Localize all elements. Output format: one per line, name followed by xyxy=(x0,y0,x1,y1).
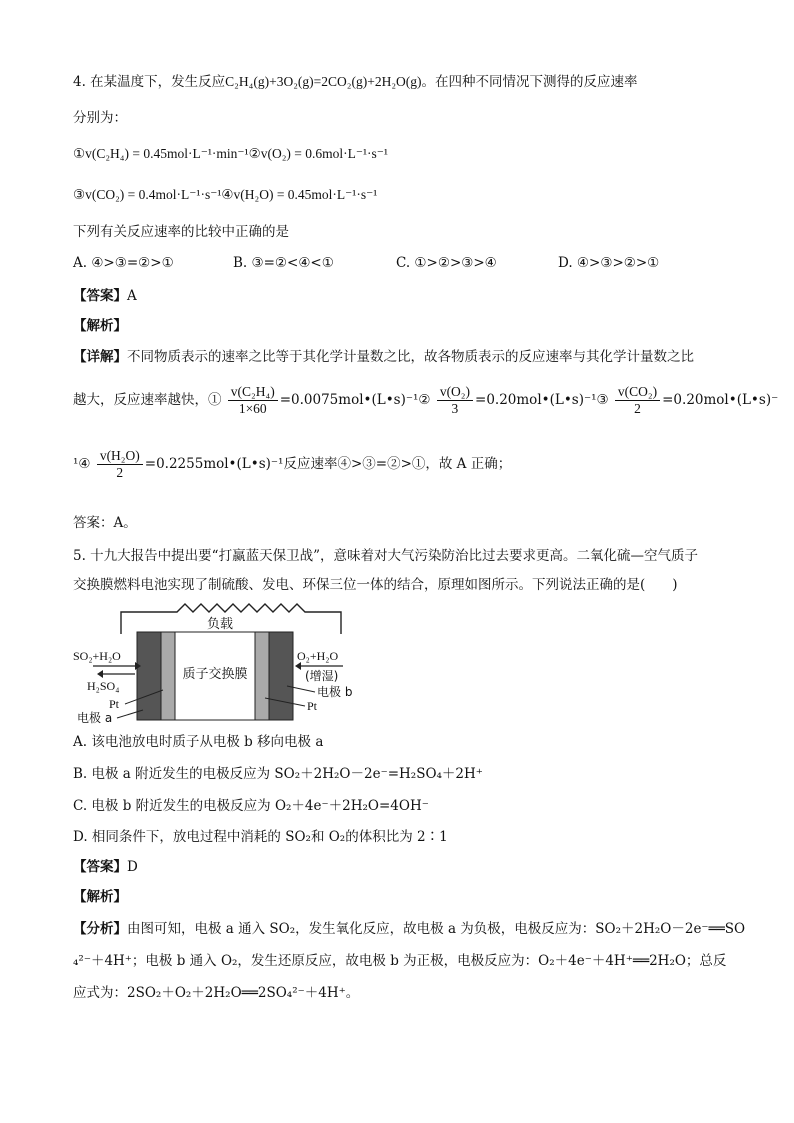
q4-intro-c: 分别为： xyxy=(73,110,127,126)
q4-equation: C₂H₄(g)+3O₂(g)=2CO₂(g)+2H₂O(g) xyxy=(225,74,422,89)
left-input-label: SO₂+H₂O xyxy=(73,649,121,663)
fuel-cell-diagram xyxy=(73,600,373,730)
electrode-a-block xyxy=(137,632,161,720)
q4-f2-den: 3 xyxy=(451,401,459,416)
right-input-label: O₂+H₂O xyxy=(297,649,339,663)
q4-f1-num: v(C₂H₄) xyxy=(228,384,278,401)
q4-answer-line xyxy=(73,286,137,306)
q5-option-a: A. 该电池放电时质子从电极 b 移向电极 a xyxy=(73,734,324,750)
q4-rates-line-1 xyxy=(73,144,388,164)
q4-f4-den: 2 xyxy=(116,465,124,480)
q5-analysis-line-1 xyxy=(73,919,745,939)
q4-detail-1: 不同物质表示的速率之比等于其化学计量数之比，故各物质表示的反应速率与其化学计量数之比 xyxy=(127,349,694,365)
q4-detail-line-2 xyxy=(73,384,778,417)
q5-option-b: B. 电极 a 附近发生的电极反应为 SO₂＋2H₂O－2e⁻=H₂SO₄＋2H⁺ xyxy=(73,766,483,782)
q4-f3-den: 2 xyxy=(634,401,641,416)
q4-f4-num: v(H₂O) xyxy=(97,448,143,465)
q5-answer-line xyxy=(73,857,138,877)
q5-fenxi-tag: 【分析】 xyxy=(73,921,127,937)
q4-rate-3: ③v(CO₂) = 0.4mol·L⁻¹·s⁻¹ xyxy=(73,187,222,202)
pt-right-layer xyxy=(255,632,269,720)
q4-detail-tag: 【详解】 xyxy=(73,349,127,365)
q5-stem-2: 交换膜燃料电池实现了制硫酸、发电、环保三位一体的结合，原理如图所示。下列说法正确的是( ) xyxy=(73,577,678,593)
membrane-label: 质子交换膜 xyxy=(182,667,248,682)
q4-detail-2a: 越大，反应速率越快，① xyxy=(73,392,222,408)
q4-final-answer: 答案：A。 xyxy=(73,515,137,531)
q4-detail-3a: ¹④ xyxy=(73,456,91,472)
load-label: 负载 xyxy=(206,617,234,632)
left-output-label: H₂SO₄ xyxy=(87,679,120,693)
q4-fraction-2 xyxy=(437,384,473,417)
pt-left-label: Pt xyxy=(109,697,120,711)
q4-intro-line xyxy=(73,72,638,92)
q5-option-c: C. 电极 b 附近发生的电极反应为 O₂＋4e⁻＋2H₂O=4OH⁻ xyxy=(73,798,429,814)
q4-f3-val: =0.20mol•(L•s)⁻ xyxy=(662,392,779,408)
electrode-a-label: 电极 a xyxy=(77,711,113,725)
q4-rates-line-2 xyxy=(73,185,377,205)
right-input-arrowhead-icon xyxy=(295,662,301,670)
q4-fraction-1 xyxy=(228,384,278,417)
q4-intro-b: 。在四种不同情况下测得的反应速率 xyxy=(421,74,638,90)
q5-fenxi-2: ₄²⁻＋4H⁺；电极 b 通入 O₂，发生还原反应，故电极 b 为正极，电极反应为：O₂＋4e⁻＋4H⁺══2H₂O；总反 xyxy=(73,953,727,969)
q5-fenxi-1: 由图可知，电极 a 通入 SO₂，发生氧化反应，故电极 a 为负极，电极反应为：SO₂＋2H₂O－2e⁻══SO xyxy=(127,921,746,937)
q4-answer: A xyxy=(127,288,137,304)
q4-f2-val: =0.20mol•(L•s)⁻¹③ xyxy=(475,392,609,408)
q4-rate-2: ②v(O₂) = 0.6mol·L⁻¹·s⁻¹ xyxy=(248,146,388,161)
q4-f3-num: v(CO₂) xyxy=(615,384,660,401)
q4-option-a: A. ④>③=②>① xyxy=(73,255,174,271)
q4-rate-4: ④v(H₂O) = 0.45mol·L⁻¹·s⁻¹ xyxy=(221,187,378,202)
q4-detail-line-1 xyxy=(73,347,694,367)
q4-intro-a: 4. 在某温度下，发生反应 xyxy=(73,74,226,90)
q4-f1-val: =0.0075mol•(L•s)⁻¹② xyxy=(279,392,431,408)
q4-f4-val: =0.2255mol•(L•s)⁻¹反应速率④>③=②>①，故 A 正确； xyxy=(144,456,512,472)
left-output-arrowhead-icon xyxy=(97,670,103,678)
right-note-label: (增湿) xyxy=(305,669,339,683)
q4-answer-tag: 【答案】 xyxy=(73,288,127,304)
q4-question: 下列有关反应速率的比较中正确的是 xyxy=(73,224,289,240)
q4-fraction-3 xyxy=(615,384,660,417)
q4-option-c: C. ①>②>③>④ xyxy=(396,255,497,271)
electrode-b-label: 电极 b xyxy=(317,685,353,699)
q4-f1-den: 1×60 xyxy=(238,401,267,416)
q5-analysis-tag: 【解析】 xyxy=(73,889,127,905)
q5-answer: D xyxy=(127,859,138,875)
pt-left-layer xyxy=(161,632,175,720)
q5-stem-1: 5. 十九大报告中提出要“打赢蓝天保卫战”，意味着对大气污染防治比过去要求更高。二氧化硫—空气质子 xyxy=(73,548,698,564)
q4-fraction-4 xyxy=(97,448,143,481)
q4-analysis-tag: 【解析】 xyxy=(73,318,127,334)
q5-fenxi-3: 应式为：2SO₂＋O₂＋2H₂O══2SO₄²⁻＋4H⁺。 xyxy=(73,985,360,1001)
pt-right-label: Pt xyxy=(307,699,318,713)
q4-option-b: B. ③=②<④<① xyxy=(233,255,334,271)
electrode-b-block xyxy=(269,632,293,720)
q4-rate-1: ①v(C₂H₄) = 0.45mol·L⁻¹·min⁻¹ xyxy=(73,146,249,161)
q5-answer-tag: 【答案】 xyxy=(73,859,127,875)
q5-option-d: D. 相同条件下，放电过程中消耗的 SO₂和 O₂的体积比为 2∶1 xyxy=(73,829,448,845)
q4-option-d: D. ④>③>②>① xyxy=(558,255,660,271)
q4-detail-line-3 xyxy=(73,448,511,481)
q4-f2-num: v(O₂) xyxy=(437,384,473,401)
